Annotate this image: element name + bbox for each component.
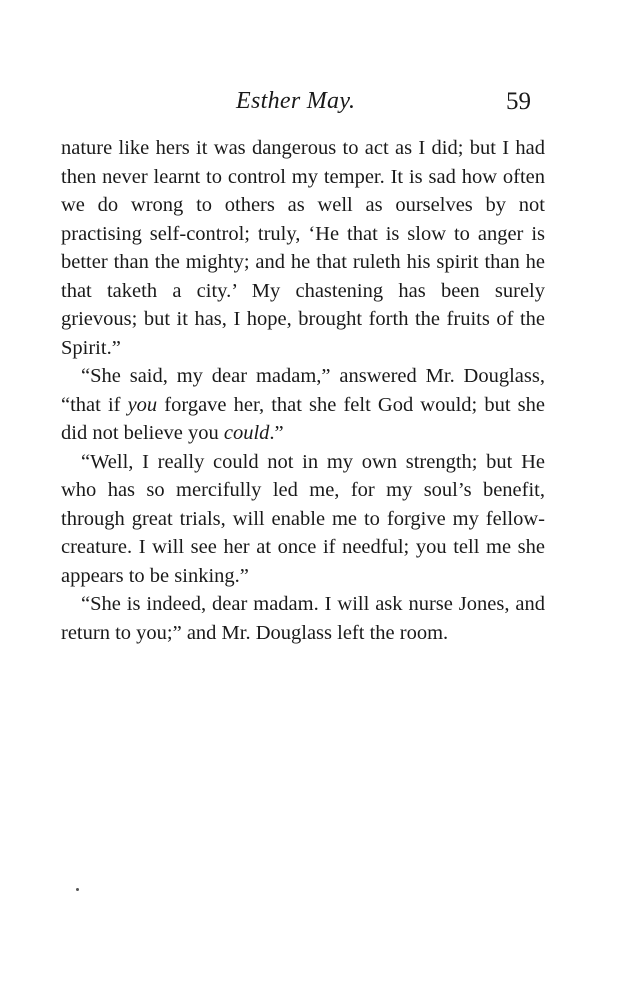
paragraph-text: nature like hers it was dangerous to act as I did; but I had then never learnt to control my temper. It is sad how often we do wrong to others as well as ourselves by not practising self-control; truly, ‘He that is slow to anger is better than the mighty; and he that ruleth his spirit than he that taketh a city.’ My chastening has been surely grievous; but it has, I hope, brought forth the fruits of the Spirit.” <box>61 137 545 359</box>
paragraph-text: forgave her, that she felt God would; but she did not believe you <box>61 393 545 444</box>
running-title: Esther May. <box>236 88 356 114</box>
page-number: 59 <box>506 88 531 115</box>
paragraph <box>61 448 545 591</box>
paragraph-text: “Well, I really could not in my own strength; but He who has so mercifully led me, for my soul’s benefit, through great trials, will enable me to forgive my fellow-creature. I will see her at once if needful; you tell me she appears to be sinking.” <box>61 450 545 587</box>
paragraph-text: “She said, my dear madam,” answered Mr. Douglass, “that if <box>61 365 545 416</box>
paragraph-text: .” <box>269 422 284 444</box>
running-head <box>0 88 633 122</box>
body-text <box>61 134 545 647</box>
paragraph <box>61 590 545 647</box>
paragraph <box>61 134 545 362</box>
paragraph <box>61 362 545 448</box>
italic-text: you <box>127 393 158 416</box>
paragraph-text: “She is indeed, dear madam. I will ask nurse Jones, and return to you;” and Mr. Douglass left the room. <box>61 593 545 644</box>
stray-ink-mark <box>76 888 79 891</box>
italic-text: could <box>223 422 270 444</box>
